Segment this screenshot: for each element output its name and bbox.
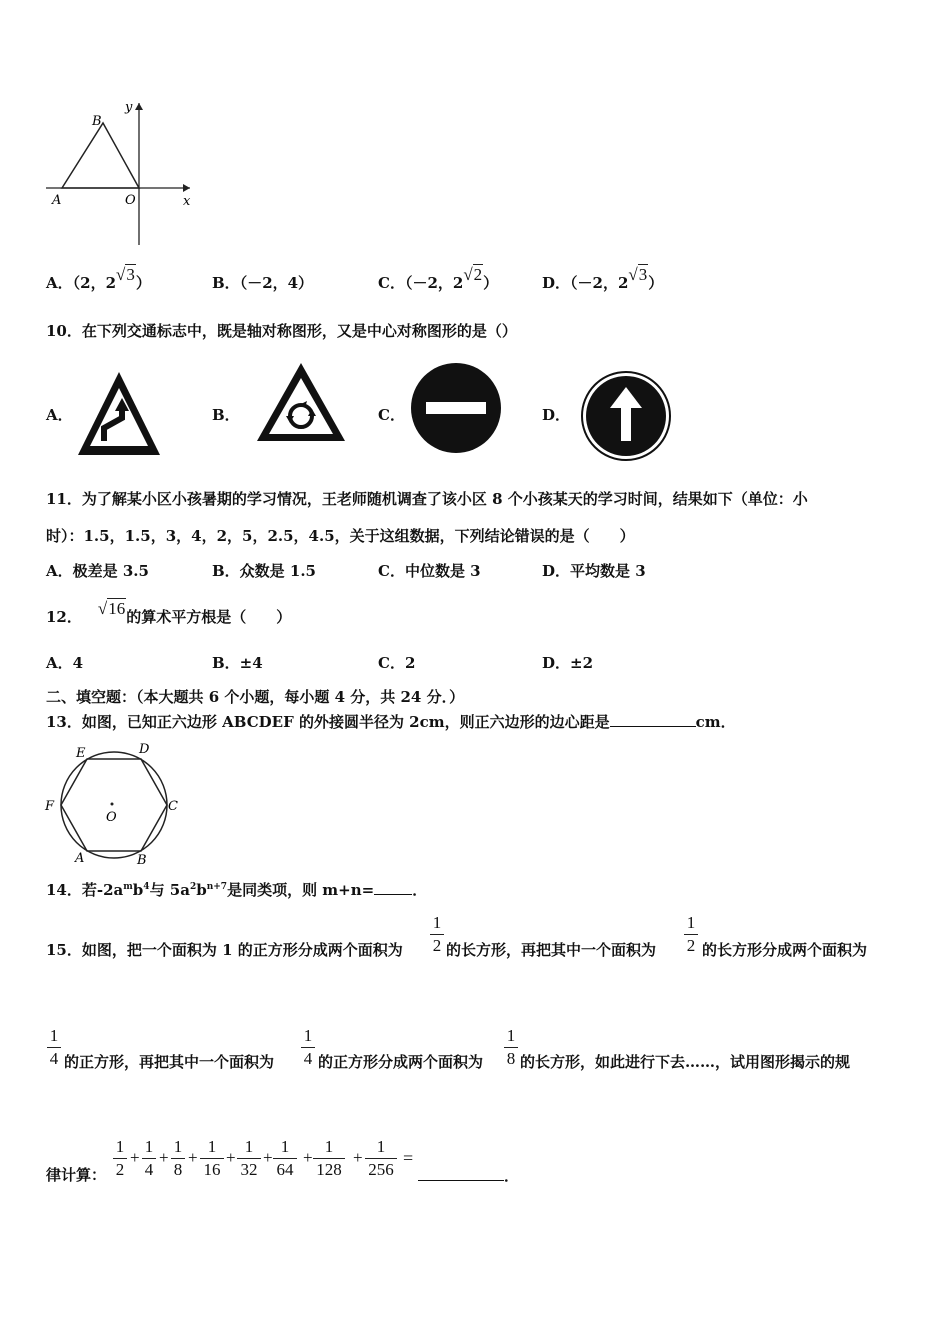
q12-option-a[interactable]: A．4	[46, 654, 84, 672]
q10-option-d-label[interactable]: D．	[542, 406, 571, 424]
straight-ahead-sign-icon[interactable]	[580, 370, 672, 462]
label-b: B	[92, 114, 102, 129]
y-axis-arrow-icon	[135, 103, 143, 110]
sum-fraction-term: 1 4	[142, 1137, 156, 1180]
label-c: C	[168, 799, 178, 814]
q14-answer-blank[interactable]	[374, 894, 412, 895]
label-y: y	[125, 100, 133, 115]
q15-fraction-quarter-2: 1 4	[301, 1026, 315, 1069]
q15-fraction-quarter-1: 1 4	[47, 1026, 61, 1069]
label-e: E	[76, 746, 86, 761]
q15-line2-part1: 的正方形，再把其中一个面积为	[64, 1053, 275, 1071]
section-title: 二、填空题：（本大题共 6 个小题，每小题 4 分，共 24 分．）	[46, 688, 465, 706]
sum-fraction-term: 1 8	[171, 1137, 185, 1180]
q15-fraction-half-1: 1 2	[430, 913, 444, 956]
triangle-abo	[62, 123, 139, 188]
q10-stem: 10．在下列交通标志中，既是轴对称图形，又是中心对称图形的是（）	[46, 322, 517, 340]
double-bend-warning-sign-icon[interactable]	[74, 368, 164, 460]
equals-sign: =	[403, 1148, 414, 1168]
center-point	[111, 803, 114, 806]
sum-fraction-term: 1 32	[237, 1137, 261, 1180]
sum-fraction-term: 1 16	[200, 1137, 224, 1180]
q11-option-d[interactable]: D．平均数是 3	[542, 562, 646, 580]
plus-sign: +	[226, 1148, 236, 1167]
q10-option-c-label[interactable]: C．	[378, 406, 405, 424]
q9-option-d[interactable]: D．（－2，2√3）	[542, 265, 664, 292]
q11-stem-line2: 时）：1.5，1.5，3，4，2，5，2.5，4.5，关于这组数据，下列结论错误的是（ ）	[46, 527, 635, 545]
plus-sign: +	[188, 1148, 198, 1167]
sum-fraction-term: 1 64	[273, 1137, 297, 1180]
label-o: O	[106, 810, 117, 825]
circumscribed-circle	[61, 752, 167, 858]
sum-fraction-term: 1 256	[365, 1137, 397, 1180]
plus-sign: +	[303, 1148, 313, 1167]
label-o: O	[125, 193, 136, 208]
sum-fraction-term: 1 128	[313, 1137, 345, 1180]
roundabout-warning-sign-icon[interactable]	[254, 360, 348, 444]
q12-option-b[interactable]: B．±4	[212, 654, 263, 672]
q11-option-c[interactable]: C．中位数是 3	[378, 562, 481, 580]
q15-line2-part2: 的正方形分成两个面积为	[318, 1053, 484, 1071]
q15-line1-part1: 15．如图，把一个面积为 1 的正方形分成两个面积为	[46, 941, 403, 959]
q12-stem: 12． √16的算术平方根是（ ）	[46, 599, 292, 626]
x-axis-arrow-icon	[183, 184, 190, 192]
q13-answer-blank[interactable]	[610, 726, 696, 727]
q9-option-b[interactable]: B．（－2，4）	[212, 274, 314, 292]
label-b: B	[137, 853, 147, 868]
label-a: A	[52, 193, 62, 208]
q15-line3-label: 律计算：	[46, 1166, 107, 1184]
label-a: A	[75, 851, 85, 866]
q9-option-c[interactable]: C．（－2，2√2）	[378, 265, 499, 292]
label-x: x	[183, 194, 191, 209]
no-entry-sign-icon[interactable]	[410, 362, 502, 454]
q15-line2-part3: 的长方形，如此进行下去……，试用图形揭示的规	[520, 1053, 851, 1071]
hexagon-figure	[42, 740, 187, 868]
q15-line1-part3: 的长方形分成两个面积为	[702, 941, 868, 959]
label-f: F	[45, 799, 55, 814]
q12-option-c[interactable]: C．2	[378, 654, 416, 672]
q15-line1-part2: 的长方形，再把其中一个面积为	[446, 941, 657, 959]
plus-sign: +	[353, 1148, 363, 1167]
q11-option-a[interactable]: A．极差是 3.5	[46, 562, 149, 580]
plus-sign: +	[130, 1148, 140, 1167]
plus-sign: +	[263, 1148, 273, 1167]
plus-sign: +	[159, 1148, 169, 1167]
q10-option-a-label[interactable]: A．	[46, 406, 73, 424]
q14-stem: 14．若$-2a^mb^4$与 $5a^2b^{n+7}$是同类项，则 m+n= ．	[46, 881, 428, 899]
sum-fraction-term: 1 2	[113, 1137, 127, 1180]
q12-option-d[interactable]: D．±2	[542, 654, 594, 672]
q15-answer: ．	[418, 1164, 519, 1186]
q15-fraction-half-2: 1 2	[684, 913, 698, 956]
q11-stem-line1: 11．为了解某小区小孩暑期的学习情况，王老师随机调查了该小区 8 个小孩某天的学习时间，结果如下（单位：小	[46, 490, 808, 508]
q9-option-a[interactable]: A．（2，2√3）	[46, 265, 151, 292]
q15-answer-blank[interactable]	[418, 1164, 504, 1181]
q11-option-b[interactable]: B．众数是 1.5	[212, 562, 316, 580]
q10-option-b-label[interactable]: B．	[212, 406, 240, 424]
label-d: D	[139, 742, 150, 757]
q13-stem: 13．如图，已知正六边形 ABCDEF 的外接圆半径为 2cm，则正六边形的边心距是 cm．	[46, 713, 736, 731]
q15-fraction-eighth: 1 8	[504, 1026, 518, 1069]
hexagon-abcdef	[61, 759, 167, 851]
triangle-coordinate-figure	[40, 95, 200, 250]
